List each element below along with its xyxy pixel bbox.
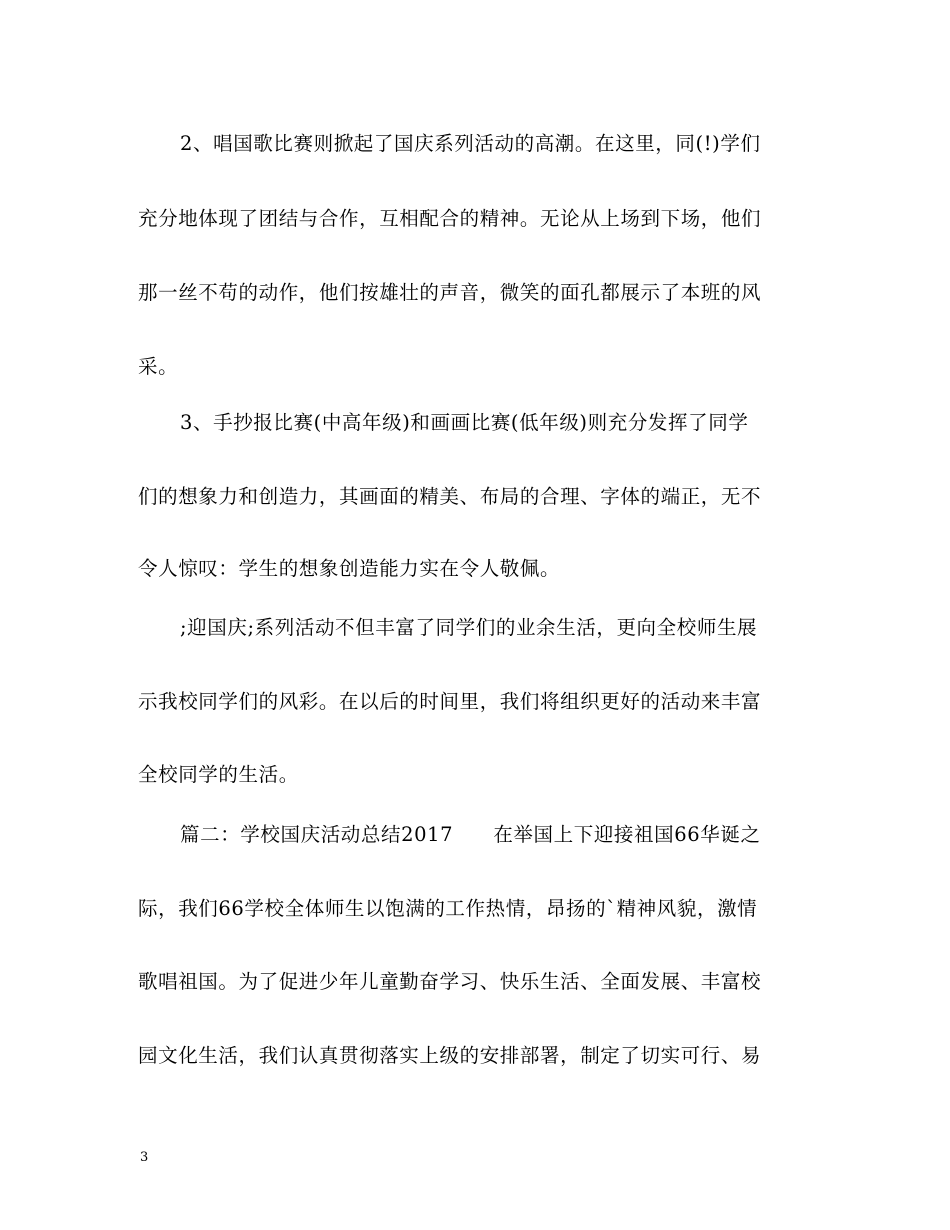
paragraph-line: 篇二：学校国庆活动总结2017 在举国上下迎接祖国66华诞之 xyxy=(180,823,761,846)
paragraph-line: 采。 xyxy=(138,355,179,378)
paragraph-line: 全校同学的生活。 xyxy=(138,763,299,786)
page-number: 3 xyxy=(140,1150,149,1165)
paragraph-line: 际，我们66学校全体师生以饱满的工作热情，昂扬的`精神风貌，激情 xyxy=(138,897,758,920)
paragraph-line: 园文化生活，我们认真贯彻落实上级的安排部署，制定了切实可行、易 xyxy=(138,1044,762,1067)
paragraph-line: 那一丝不苟的动作，他们按雄壮的声音，微笑的面孔都展示了本班的风 xyxy=(138,281,762,304)
paragraph-line: 充分地体现了团结与合作，互相配合的精神。无论从上场到下场，他们 xyxy=(138,207,762,230)
paragraph-line: 令人惊叹：学生的想象创造能力实在令人敬佩。 xyxy=(138,557,561,580)
paragraph-line: ;迎国庆;系列活动不但丰富了同学们的业余生活，更向全校师生展 xyxy=(180,616,758,639)
paragraph-line: 们的想象力和创造力，其画面的精美、布局的合理、字体的端正，无不 xyxy=(138,485,762,508)
paragraph-line: 示我校同学们的风彩。在以后的时间里，我们将组织更好的活动来丰富 xyxy=(138,690,762,713)
paragraph-line: 3、手抄报比赛(中高年级)和画画比赛(低年级)则充分发挥了同学 xyxy=(180,411,749,434)
paragraph-line: 2、唱国歌比赛则掀起了国庆系列活动的高潮。在这里，同(!)学们 xyxy=(180,132,761,155)
paragraph-line: 歌唱祖国。为了促进少年儿童勤奋学习、快乐生活、全面发展、丰富校 xyxy=(138,970,762,993)
